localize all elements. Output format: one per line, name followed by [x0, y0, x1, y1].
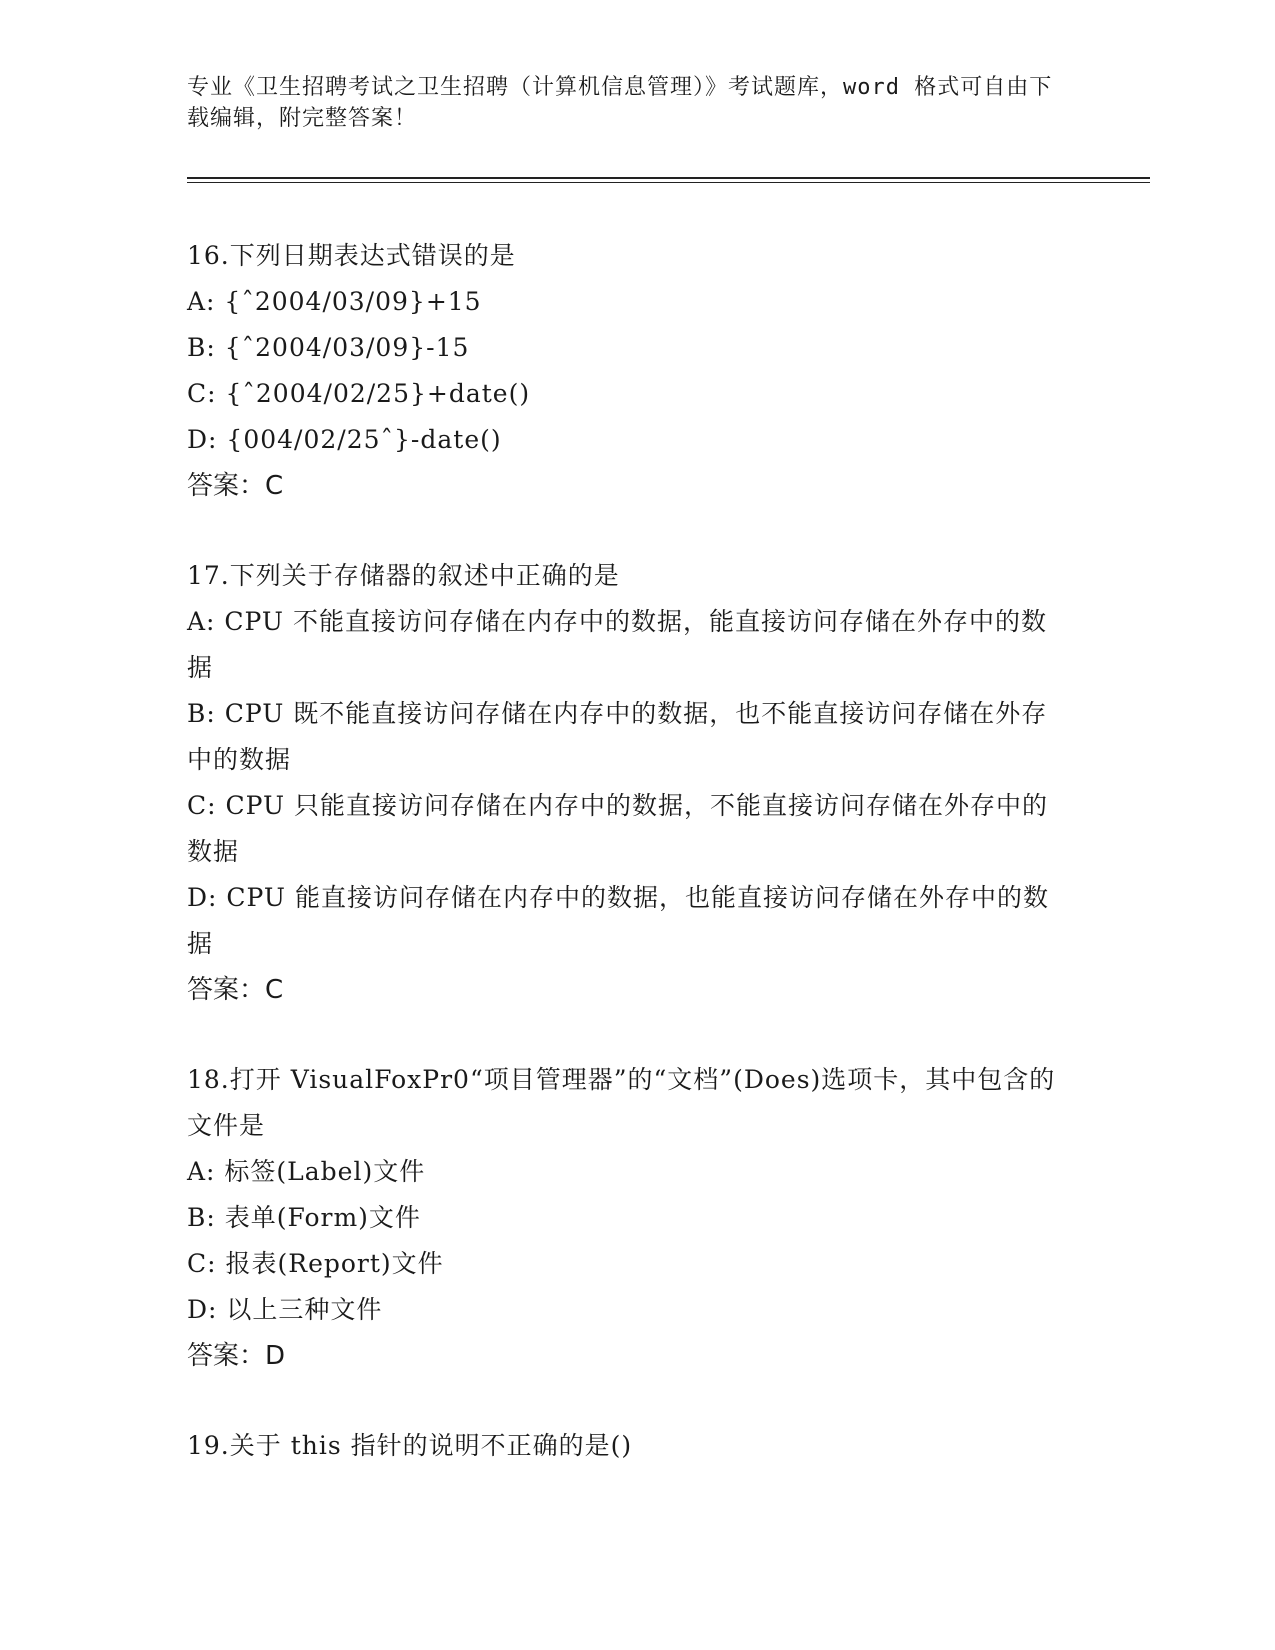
question-16 — [187, 233, 1067, 509]
option-b: B: CPU 既不能直接访问存储在内存中的数据，也不能直接访问存储在外存中的数据 — [187, 699, 1048, 774]
question-stem: 19.关于 this 指针的说明不正确的是() — [187, 1431, 633, 1460]
question-stem: 17.下列关于存储器的叙述中正确的是 — [187, 561, 620, 590]
option-a: A: 标签(Label)文件 — [187, 1157, 426, 1186]
answer-line: 答案：C — [187, 471, 284, 501]
option-b: B: {ˆ2004/03/09}-15 — [187, 333, 470, 362]
option-d: D: {004/02/25ˆ}-date() — [187, 425, 502, 454]
option-d: D: 以上三种文件 — [187, 1295, 383, 1324]
header-divider-thick — [187, 177, 1150, 179]
option-a: A: CPU 不能直接访问存储在内存中的数据，能直接访问存储在外存中的数据 — [187, 607, 1047, 682]
question-stem: 16.下列日期表达式错误的是 — [187, 241, 516, 270]
question-17 — [187, 553, 1067, 1013]
option-b: B: 表单(Form)文件 — [187, 1203, 421, 1232]
question-list — [187, 233, 1067, 1513]
document-intro: 专业《卫生招聘考试之卫生招聘（计算机信息管理）》考试题库，word 格式可自由下载编辑，附完整答案！ — [187, 75, 1053, 131]
option-c: C: CPU 只能直接访问存储在内存中的数据，不能直接访问存储在外存中的数据 — [187, 791, 1049, 866]
option-c: C: {ˆ2004/02/25}+date() — [187, 379, 531, 408]
option-c: C: 报表(Report)文件 — [187, 1249, 444, 1278]
question-19 — [187, 1423, 1067, 1469]
header-divider-thin — [187, 182, 1150, 183]
option-d: D: CPU 能直接访问存储在内存中的数据，也能直接访问存储在外存中的数据 — [187, 883, 1049, 958]
question-18 — [187, 1057, 1067, 1379]
question-stem: 18.打开 VisualFoxPr0“项目管理器”的“文档”(Does)选项卡，其中包含的文件是 — [187, 1065, 1056, 1140]
option-a: A: {ˆ2004/03/09}+15 — [187, 287, 482, 316]
answer-line: 答案：C — [187, 975, 284, 1005]
answer-line: 答案：D — [187, 1341, 286, 1371]
